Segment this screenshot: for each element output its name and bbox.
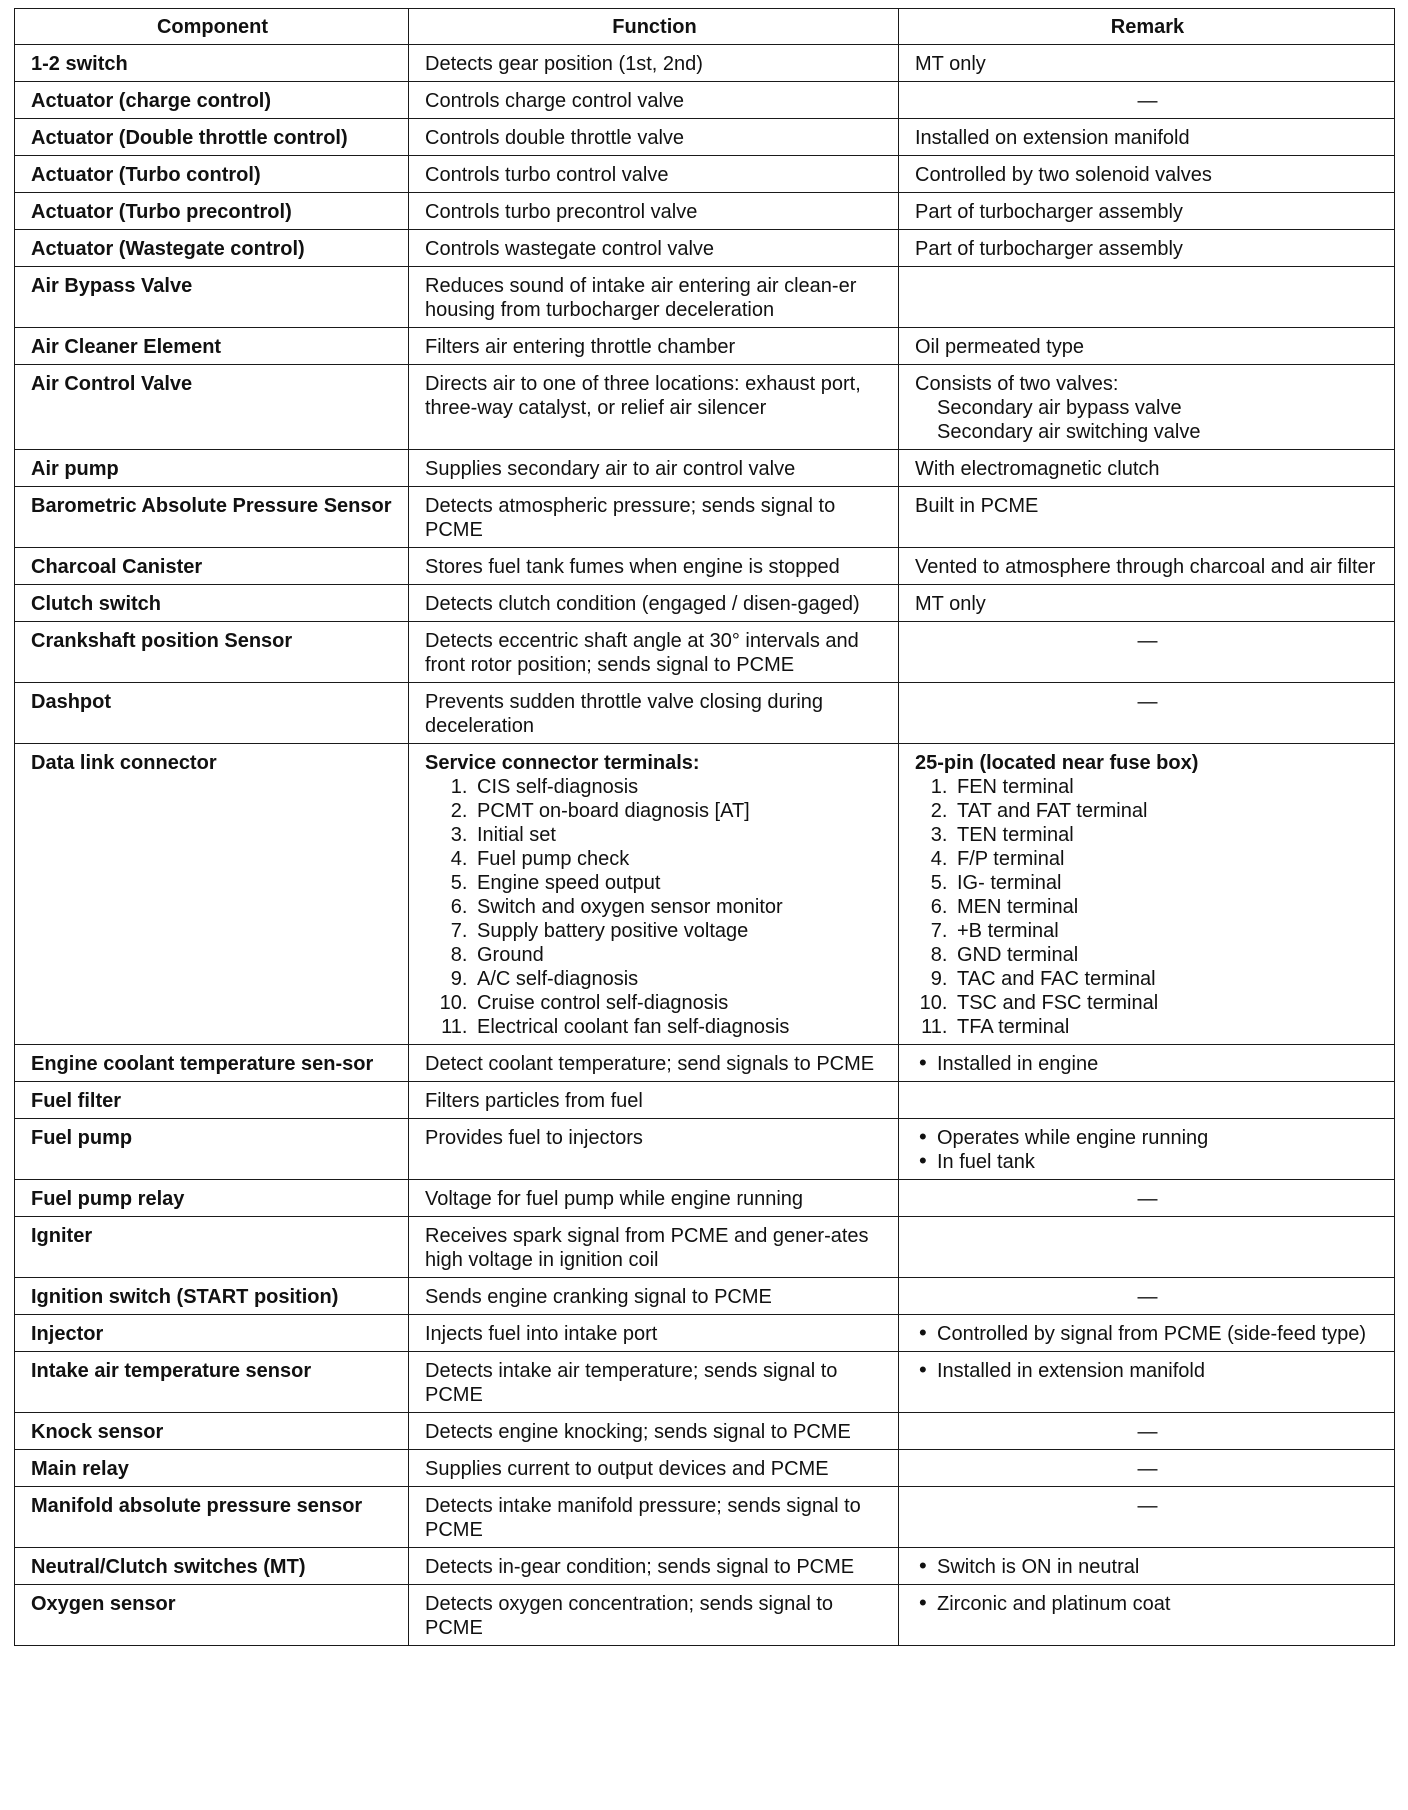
component-cell: Main relay [15,1450,409,1487]
remark-cell: Controlled by two solenoid valves [899,156,1395,193]
component-cell: Intake air temperature sensor [15,1352,409,1413]
remark-cell [899,1352,1395,1413]
component-cell: Injector [15,1315,409,1352]
remark-cell: — [899,1278,1395,1315]
list-item: 5. Engine speed output [473,871,884,895]
component-cell: Dashpot [15,683,409,744]
remark-cell [899,1548,1395,1585]
table-row [15,1045,1395,1082]
list-item: 9. A/C self-diagnosis [473,967,884,991]
function-cell [409,744,899,1045]
header-component: Component [15,9,409,45]
table-row [15,1082,1395,1119]
bullet-item: • In fuel tank [937,1150,1380,1174]
table-row [15,585,1395,622]
header-function: Function [409,9,899,45]
function-cell: Filters air entering throttle chamber [409,328,899,365]
table-row [15,1180,1395,1217]
list-item: 1. FEN terminal [953,775,1380,799]
component-cell: Actuator (Turbo control) [15,156,409,193]
bullet-item: • Installed in extension manifold [937,1359,1380,1383]
component-cell: 1-2 switch [15,45,409,82]
function-cell: Prevents sudden throttle valve closing during deceleration [409,683,899,744]
bullet-item: • Installed in engine [937,1052,1380,1076]
table-row [15,622,1395,683]
component-cell: Igniter [15,1217,409,1278]
table-row [15,1315,1395,1352]
list-item: 2. TAT and FAT terminal [953,799,1380,823]
component-cell: Actuator (Double throttle control) [15,119,409,156]
remark-cell: — [899,1413,1395,1450]
table-row [15,156,1395,193]
remark-cell [899,1119,1395,1180]
remark-bullets [915,1359,1380,1383]
remark-heading: 25-pin (located near fuse box) [915,752,1199,774]
table-row [15,45,1395,82]
remark-cell [899,744,1395,1045]
table-row [15,744,1395,1045]
list-item: 11. Electrical coolant fan self-diagnosis [473,1015,884,1039]
function-cell: Controls double throttle valve [409,119,899,156]
remark-cell: — [899,1180,1395,1217]
remark-cell [899,1585,1395,1646]
remark-cell [899,1082,1395,1119]
function-cell: Filters particles from fuel [409,1082,899,1119]
function-cell: Detects clutch condition (engaged / disen-gaged) [409,585,899,622]
component-cell: Data link connector [15,744,409,1045]
function-cell: Reduces sound of intake air entering air clean-er housing from turbocharger deceleration [409,267,899,328]
component-cell: Oxygen sensor [15,1585,409,1646]
function-cell: Detects eccentric shaft angle at 30° intervals and front rotor position; sends signal to PCME [409,622,899,683]
list-item: 5. IG- terminal [953,871,1380,895]
table-body [15,45,1395,1646]
table-row [15,1352,1395,1413]
table-row [15,365,1395,450]
remark-sub-item: Secondary air bypass valve [937,397,1182,419]
spec-table-page [14,8,1394,1646]
remark-cell [899,365,1395,450]
component-cell: Actuator (Turbo precontrol) [15,193,409,230]
list-item: 11. TFA terminal [953,1015,1380,1039]
list-item: 7. Supply battery positive voltage [473,919,884,943]
list-item: 6. Switch and oxygen sensor monitor [473,895,884,919]
component-cell: Fuel pump relay [15,1180,409,1217]
table-row [15,82,1395,119]
remark-cell: — [899,1450,1395,1487]
component-function-table [14,8,1395,1646]
component-cell: Manifold absolute pressure sensor [15,1487,409,1548]
table-row [15,1487,1395,1548]
component-cell: Crankshaft position Sensor [15,622,409,683]
component-cell: Actuator (Wastegate control) [15,230,409,267]
function-cell: Receives spark signal from PCME and gener-ates high voltage in ignition coil [409,1217,899,1278]
component-cell: Knock sensor [15,1413,409,1450]
function-list [425,775,884,1039]
component-cell: Air Cleaner Element [15,328,409,365]
function-cell: Controls turbo precontrol valve [409,193,899,230]
function-cell: Stores fuel tank fumes when engine is stopped [409,548,899,585]
remark-cell [899,267,1395,328]
table-row [15,1119,1395,1180]
remark-sub-item: Secondary air switching valve [937,421,1201,443]
remark-cell: — [899,622,1395,683]
component-cell: Actuator (charge control) [15,82,409,119]
remark-cell: Built in PCME [899,487,1395,548]
component-cell: Neutral/Clutch switches (MT) [15,1548,409,1585]
remark-cell [899,1045,1395,1082]
remark-cell [899,1315,1395,1352]
function-cell: Directs air to one of three locations: exhaust port, three-way catalyst, or relief air silencer [409,365,899,450]
remark-list [915,775,1380,1039]
remark-cell: Vented to atmosphere through charcoal and air filter [899,548,1395,585]
table-row [15,267,1395,328]
remark-cell: Part of turbocharger assembly [899,230,1395,267]
remark-cell: — [899,1487,1395,1548]
bullet-item: • Zirconic and platinum coat [937,1592,1380,1616]
list-item: 1. CIS self-diagnosis [473,775,884,799]
list-item: 3. TEN terminal [953,823,1380,847]
remark-bullets [915,1322,1380,1346]
remark-cell: MT only [899,585,1395,622]
component-cell: Air pump [15,450,409,487]
component-cell: Engine coolant temperature sen-sor [15,1045,409,1082]
function-cell: Supplies current to output devices and PCME [409,1450,899,1487]
function-cell: Sends engine cranking signal to PCME [409,1278,899,1315]
list-item: 7. +B terminal [953,919,1380,943]
component-cell: Charcoal Canister [15,548,409,585]
component-cell: Ignition switch (START position) [15,1278,409,1315]
component-cell: Air Bypass Valve [15,267,409,328]
table-row [15,119,1395,156]
table-row [15,487,1395,548]
function-cell: Detects in-gear condition; sends signal to PCME [409,1548,899,1585]
function-cell: Supplies secondary air to air control valve [409,450,899,487]
remark-cell: Part of turbocharger assembly [899,193,1395,230]
table-row [15,1413,1395,1450]
component-cell: Air Control Valve [15,365,409,450]
component-cell: Clutch switch [15,585,409,622]
header-remark: Remark [899,9,1395,45]
list-item: 4. Fuel pump check [473,847,884,871]
function-cell: Controls wastegate control valve [409,230,899,267]
table-header-row [15,9,1395,45]
remark-cell: — [899,82,1395,119]
table-row [15,1217,1395,1278]
table-row [15,1585,1395,1646]
function-cell: Detects engine knocking; sends signal to PCME [409,1413,899,1450]
remark-bullets [915,1555,1380,1579]
table-row [15,1548,1395,1585]
function-cell: Detects atmospheric pressure; sends signal to PCME [409,487,899,548]
list-item: 8. GND terminal [953,943,1380,967]
component-cell: Fuel filter [15,1082,409,1119]
remark-bullets [915,1052,1380,1076]
function-cell: Detects gear position (1st, 2nd) [409,45,899,82]
list-item: 10. Cruise control self-diagnosis [473,991,884,1015]
remark-cell: — [899,683,1395,744]
remark-cell [899,1217,1395,1278]
list-item: 10. TSC and FSC terminal [953,991,1380,1015]
table-row [15,230,1395,267]
function-cell: Provides fuel to injectors [409,1119,899,1180]
function-cell: Detect coolant temperature; send signals to PCME [409,1045,899,1082]
remark-cell: With electromagnetic clutch [899,450,1395,487]
function-cell: Injects fuel into intake port [409,1315,899,1352]
function-heading: Service connector terminals: [425,752,700,774]
remark-cell: Installed on extension manifold [899,119,1395,156]
function-cell: Controls turbo control valve [409,156,899,193]
remark-bullets [915,1592,1380,1616]
remark-cell: Oil permeated type [899,328,1395,365]
table-row [15,1450,1395,1487]
list-item: 3. Initial set [473,823,884,847]
table-row [15,450,1395,487]
table-row [15,193,1395,230]
remark-bullets [915,1126,1380,1174]
list-item: 8. Ground [473,943,884,967]
remark-text: Consists of two valves: [915,373,1119,395]
list-item: 4. F/P terminal [953,847,1380,871]
function-cell: Controls charge control valve [409,82,899,119]
bullet-item: • Controlled by signal from PCME (side-feed type) [937,1322,1380,1346]
list-item: 6. MEN terminal [953,895,1380,919]
list-item: 9. TAC and FAC terminal [953,967,1380,991]
function-cell: Detects intake air temperature; sends signal to PCME [409,1352,899,1413]
component-cell: Barometric Absolute Pressure Sensor [15,487,409,548]
bullet-item: • Switch is ON in neutral [937,1555,1380,1579]
function-cell: Detects oxygen concentration; sends signal to PCME [409,1585,899,1646]
function-cell: Detects intake manifold pressure; sends signal to PCME [409,1487,899,1548]
function-cell: Voltage for fuel pump while engine running [409,1180,899,1217]
component-cell: Fuel pump [15,1119,409,1180]
table-row [15,328,1395,365]
remark-cell: MT only [899,45,1395,82]
table-row [15,683,1395,744]
list-item: 2. PCMT on-board diagnosis [AT] [473,799,884,823]
table-row [15,1278,1395,1315]
bullet-item: • Operates while engine running [937,1126,1380,1150]
table-row [15,548,1395,585]
